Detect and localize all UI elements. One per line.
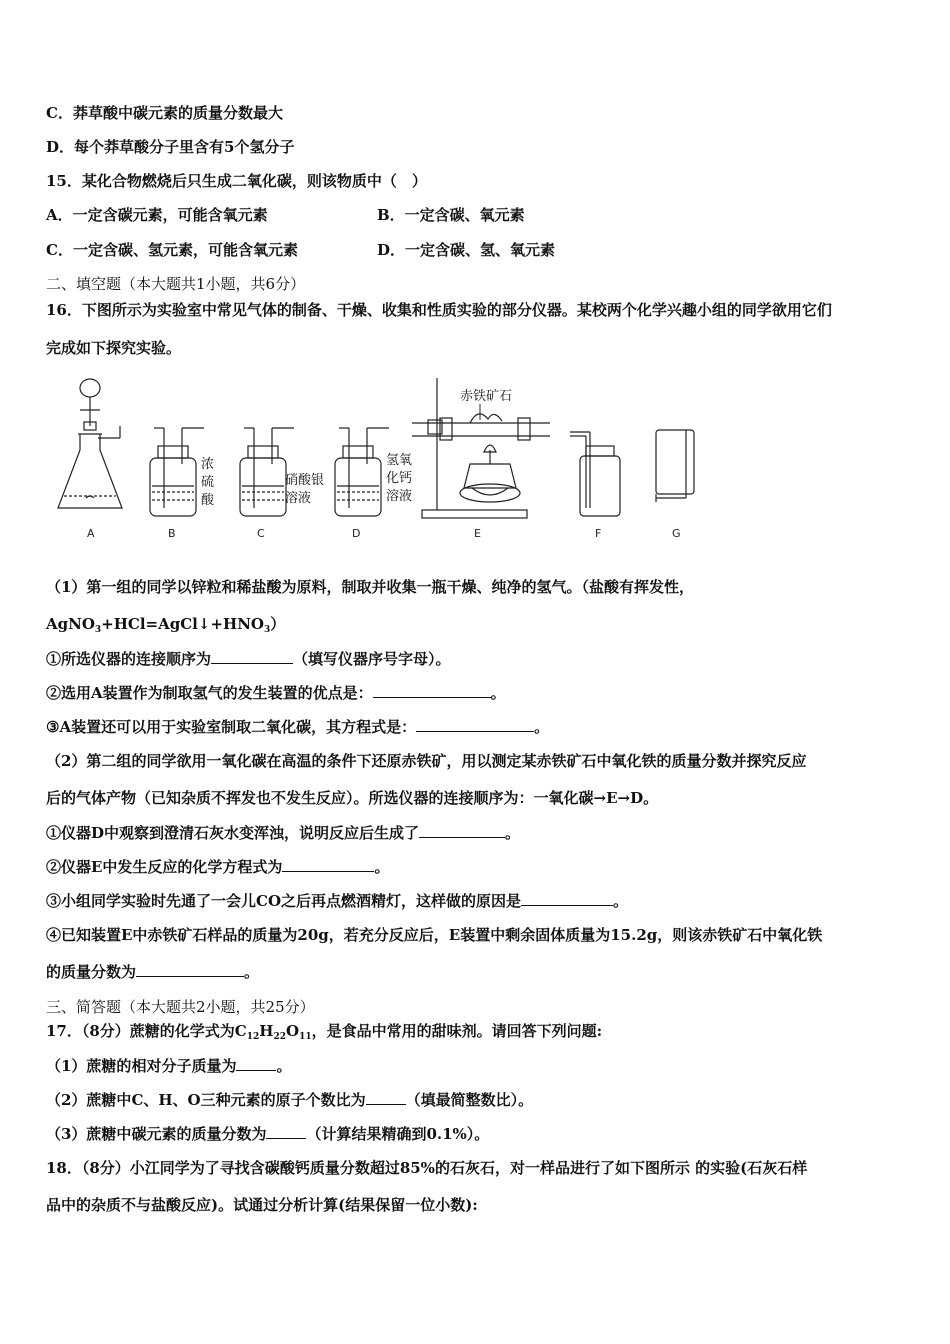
q17-part2 xyxy=(46,1090,533,1110)
p2-q3-end: 。 xyxy=(613,892,629,910)
q17-stem-pre: 17．（8分）蔗糖的化学式为C xyxy=(46,1022,247,1040)
reagent-b-2: 硫 xyxy=(201,475,215,490)
label-c: C xyxy=(257,527,265,540)
p1-q3-end: 。 xyxy=(534,718,550,736)
q17-sub-c: 12 xyxy=(246,1032,260,1042)
answer-blank[interactable] xyxy=(236,1056,276,1071)
q17-sub-o: 11 xyxy=(299,1032,312,1042)
label-f: F xyxy=(595,527,602,540)
apparatus-f-bottle xyxy=(570,432,620,516)
label-b: B xyxy=(168,527,176,540)
answer-blank[interactable] xyxy=(373,683,491,698)
p1-q3-text: ③A装置还可以用于实验室制取二氧化碳，其方程式是： xyxy=(46,718,417,736)
q16-p1-q1 xyxy=(46,649,451,669)
q17-p2-end: （填最简整数比）。 xyxy=(405,1091,534,1109)
q17-part1 xyxy=(46,1056,291,1076)
reagent-b-3: 酸 xyxy=(201,493,215,508)
q17-p1-end: 。 xyxy=(276,1057,292,1075)
p1-q1-text: ①所选仪器的连接顺序为 xyxy=(46,650,212,668)
q16-p2-q4-line-1: ④已知装置E中赤铁矿石样品的质量为20g，若充分反应后，E装置中剩余固体质量为15.2g，则该赤铁矿石中氧化铁 xyxy=(46,926,823,944)
q16-p2-q1 xyxy=(46,823,520,843)
q16-part2-line-1: （2）第二组的同学欲用一氧化碳在高温的条件下还原赤铁矿，用以测定某赤铁矿石中氧化铁的质量分数并探究反应 xyxy=(46,752,807,770)
q15-option-c: C．一定含碳、氢元素，可能含氧元素 xyxy=(46,241,298,259)
q14-option-d: D．每个莽草酸分子里含有5个氢分子 xyxy=(46,138,295,156)
p2-q4-end: 。 xyxy=(244,963,260,981)
label-g: G xyxy=(672,527,681,540)
q16-p2-q3 xyxy=(46,891,628,911)
q17-o: O xyxy=(286,1022,300,1040)
reagent-c-2: 溶液 xyxy=(285,491,312,506)
q17-part3 xyxy=(46,1124,489,1144)
reagent-d-3: 溶液 xyxy=(386,489,413,504)
answer-blank[interactable] xyxy=(366,1090,406,1105)
p1-q2-text: ②选用A装置作为制取氢气的发生装置的优点是： xyxy=(46,684,373,702)
answer-blank[interactable] xyxy=(136,962,244,977)
q16-p1-q2 xyxy=(46,683,506,703)
answer-blank[interactable] xyxy=(282,857,374,872)
q17-stem-post: ，是食品中常用的甜味剂。请回答下列问题: xyxy=(311,1022,603,1040)
answer-blank[interactable] xyxy=(419,823,505,838)
apparatus-g-bottle xyxy=(656,430,694,502)
q17-p1-text: （1）蔗糖的相对分子质量为 xyxy=(46,1057,237,1075)
p1-q2-end: 。 xyxy=(490,684,506,702)
q15-option-b: B．一定含碳、氧元素 xyxy=(377,206,525,224)
answer-blank[interactable] xyxy=(266,1124,306,1139)
p2-q1-text: ①仪器D中观察到澄清石灰水变浑浊，说明反应后生成了 xyxy=(46,824,420,842)
q18-stem-line-1: 18．（8分）小江同学为了寻找含碳酸钙质量分数超过85%的石灰石，对一样品进行了如下图所示 的实验(石灰石样 xyxy=(46,1159,808,1177)
q17-stem xyxy=(46,1021,602,1047)
q16-equation xyxy=(46,614,285,640)
q16-p2-q4-line-2 xyxy=(46,962,259,982)
p2-q2-end: 。 xyxy=(374,858,390,876)
q18-stem-line-2: 品中的杂质不与盐酸反应)。试通过分析计算(结果保留一位小数): xyxy=(46,1196,478,1214)
q17-p2-text: （2）蔗糖中C、H、O三种元素的原子个数比为 xyxy=(46,1091,366,1109)
p2-q3-text: ③小组同学实验时先通了一会儿CO之后再点燃酒精灯，这样做的原因是 xyxy=(46,892,522,910)
eq-mid: +HCl=AgCl↓+HNO xyxy=(101,615,264,633)
answer-blank[interactable] xyxy=(416,717,534,732)
apparatus-d xyxy=(335,428,389,516)
eq-pre: AgNO xyxy=(46,615,95,633)
q16-part1-stem: （1）第一组的同学以锌粒和稀盐酸为原料，制取并收集一瓶干燥、纯净的氢气。（盐酸有挥发性， xyxy=(46,578,694,596)
p2-q4-text: 的质量分数为 xyxy=(46,963,137,981)
answer-blank[interactable] xyxy=(521,891,613,906)
apparatus-figure xyxy=(40,368,580,548)
q16-part2-line-2: 后的气体产物（已知杂质不挥发也不发生反应）。所选仪器的连接顺序为：一氧化碳→E→D。 xyxy=(46,789,659,807)
section-3-title: 三、简答题（本大题共2小题，共25分） xyxy=(46,998,315,1016)
p2-q2-text: ②仪器E中发生反应的化学方程式为 xyxy=(46,858,283,876)
p1-q1-hint: （填写仪器序号字母）。 xyxy=(293,650,451,668)
q15-stem: 15．某化合物燃烧后只生成二氧化碳，则该物质中（ ） xyxy=(46,172,427,190)
label-d: D xyxy=(352,527,361,540)
reagent-d-1: 氢氧 xyxy=(386,453,413,468)
reagent-d-2: 化钙 xyxy=(386,471,413,486)
q16-p2-q2 xyxy=(46,857,389,877)
apparatus-figure-right xyxy=(560,368,710,548)
q16-p1-q3 xyxy=(46,717,549,737)
q17-sub-h: 22 xyxy=(273,1032,287,1042)
q14-option-c: C．莽草酸中碳元素的质量分数最大 xyxy=(46,104,283,122)
eq-post: ） xyxy=(270,615,286,633)
reagent-c-1: 硝酸银 xyxy=(285,473,325,488)
p2-q1-end: 。 xyxy=(505,824,521,842)
sample-e-label: 赤铁矿石 xyxy=(460,389,513,404)
q17-p3-end: （计算结果精确到0.1%）。 xyxy=(306,1125,490,1143)
eq-sub-2: 3 xyxy=(263,625,271,635)
q15-option-d: D．一定含碳、氢、氧元素 xyxy=(377,241,556,259)
label-a: A xyxy=(87,527,95,540)
section-2-title: 二、填空题（本大题共1小题，共6分） xyxy=(46,275,306,293)
q16-stem-line-1: 16．下图所示为实验室中常见气体的制备、干燥、收集和性质实验的部分仪器。某校两个化学兴趣小组的同学欲用它们 xyxy=(46,301,832,319)
q17-h: H xyxy=(259,1022,274,1040)
apparatus-b xyxy=(150,428,204,516)
reagent-b-1: 浓 xyxy=(201,457,215,472)
eq-sub-1: 3 xyxy=(94,625,102,635)
apparatus-a xyxy=(58,379,122,508)
answer-blank[interactable] xyxy=(211,649,293,664)
q15-option-a: A．一定含碳元素，可能含氧元素 xyxy=(46,206,268,224)
q17-p3-text: （3）蔗糖中碳元素的质量分数为 xyxy=(46,1125,267,1143)
label-e: E xyxy=(474,527,481,540)
q16-stem-line-2: 完成如下探究实验。 xyxy=(46,339,182,357)
